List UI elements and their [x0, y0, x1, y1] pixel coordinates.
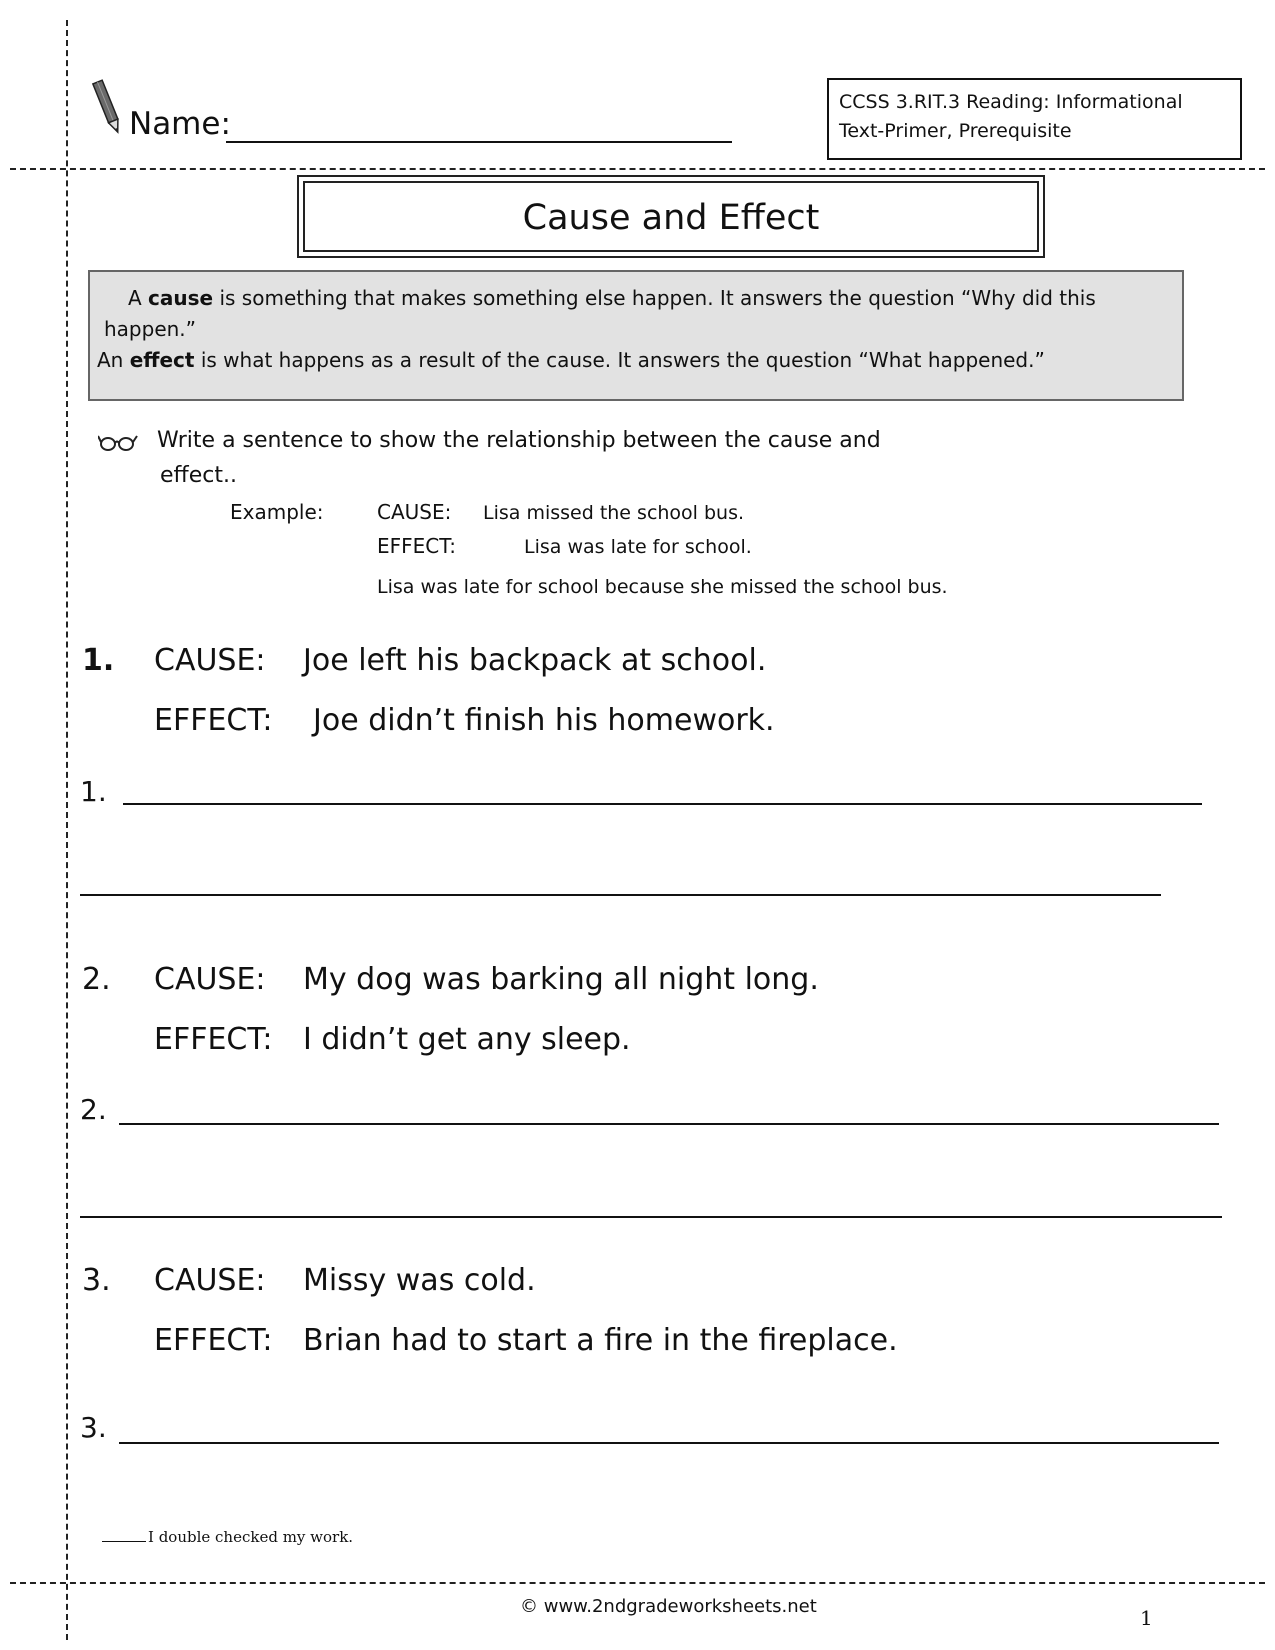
instruction-line-2: effect.. — [160, 463, 237, 488]
title-box — [297, 175, 1045, 258]
instruction-line-1: Write a sentence to show the relationship between the cause and — [157, 428, 881, 453]
effect-definition — [97, 348, 1045, 372]
answer-1-line-1[interactable] — [123, 803, 1202, 805]
question-1-effect-label: EFFECT: — [154, 703, 273, 738]
question-3-cause: Missy was cold. — [303, 1263, 536, 1298]
example-effect-text: Lisa was late for school. — [524, 536, 752, 558]
effect-def-text: is what happens as a result of the cause. It answers the question “What happened.” — [194, 348, 1045, 372]
cause-def-text: is something that makes something else happen. It answers the question “Why did this — [213, 286, 1096, 310]
question-2-number: 2. — [82, 962, 111, 997]
pencil-icon — [90, 76, 126, 140]
double-check-label: I double checked my work. — [148, 1528, 354, 1546]
question-1-cause-label: CAUSE: — [154, 643, 266, 678]
question-3-cause-label: CAUSE: — [154, 1263, 266, 1298]
glasses-icon — [98, 432, 138, 454]
page-title: Cause and Effect — [303, 181, 1039, 252]
standard-line-2: Text-Primer, Prerequisite — [839, 120, 1072, 142]
question-1-cause: Joe left his backpack at school. — [303, 643, 767, 678]
answer-3-line-1[interactable] — [119, 1442, 1219, 1444]
page-number: 1 — [1140, 1606, 1153, 1630]
example-cause-label: CAUSE: — [377, 500, 452, 524]
question-2-effect: I didn’t get any sleep. — [303, 1022, 631, 1057]
cause-definition — [128, 286, 1096, 310]
question-1-number: 1. — [82, 643, 115, 678]
question-3-number: 3. — [82, 1263, 111, 1298]
standard-line-1: CCSS 3.RIT.3 Reading: Informational — [839, 91, 1183, 113]
name-field-line[interactable] — [226, 141, 732, 143]
example-label: Example: — [230, 500, 324, 524]
answer-3-label: 3. — [80, 1411, 107, 1444]
double-check-item — [102, 1528, 353, 1546]
name-label: Name: — [129, 106, 231, 142]
answer-1-line-2[interactable] — [80, 894, 1161, 896]
definition-box — [88, 270, 1184, 401]
cause-term: cause — [148, 286, 214, 310]
effect-term: effect — [129, 348, 195, 372]
question-2-cause-label: CAUSE: — [154, 962, 266, 997]
cause-definition-cont: happen.” — [104, 317, 197, 341]
effect-def-prefix: An — [97, 348, 130, 372]
left-margin-guide — [66, 20, 68, 1640]
answer-1-label: 1. — [80, 775, 107, 808]
double-check-blank[interactable] — [102, 1541, 146, 1542]
question-3-effect: Brian had to start a fire in the fireplace. — [303, 1323, 898, 1358]
copyright-footer: © www.2ndgradeworksheets.net — [520, 1596, 817, 1617]
cause-def-prefix: A — [128, 286, 149, 310]
question-2-effect-label: EFFECT: — [154, 1022, 273, 1057]
question-3-effect-label: EFFECT: — [154, 1323, 273, 1358]
bottom-cut-line — [10, 1582, 1265, 1584]
answer-2-line-2[interactable] — [80, 1216, 1222, 1218]
example-cause-text: Lisa missed the school bus. — [483, 502, 745, 524]
question-1-effect: Joe didn’t finish his homework. — [313, 703, 775, 738]
question-2-cause: My dog was barking all night long. — [303, 962, 819, 997]
answer-2-label: 2. — [80, 1093, 107, 1126]
example-effect-label: EFFECT: — [377, 534, 457, 558]
top-cut-line — [10, 168, 1265, 170]
example-sentence: Lisa was late for school because she missed the school bus. — [377, 576, 948, 598]
answer-2-line-1[interactable] — [119, 1123, 1219, 1125]
standard-box — [827, 78, 1242, 160]
